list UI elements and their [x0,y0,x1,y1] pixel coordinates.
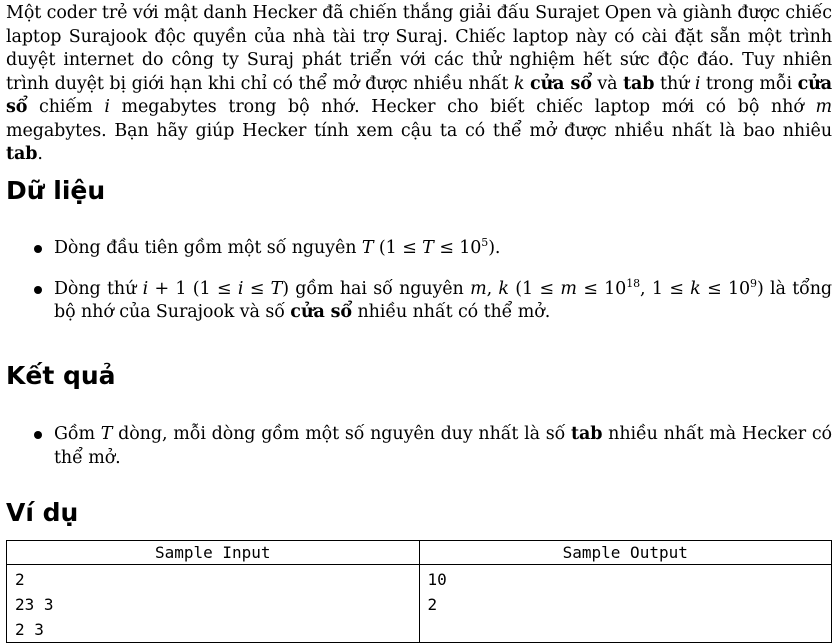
list-text: ≤ [243,278,271,299]
math-variable: T [100,424,113,444]
output-spec-list [6,423,832,470]
bold-term: tab [6,144,38,164]
sample-input-cell [7,565,420,643]
math-variable: m [560,278,577,299]
math-variable: i [104,97,110,117]
sample-input-line: 2 3 [15,620,44,639]
list-text: , [486,278,499,299]
bold-term: tab [623,73,655,94]
output-spec-item [6,423,832,470]
description-text: thứ [654,73,695,94]
list-text: Dòng đầu tiên gồm một số nguyên [54,238,362,258]
list-text: ) là tổng bộ nhớ của Surajook và số [54,278,833,322]
output-heading: Kết quả [6,361,116,390]
list-text: Dòng thứ [54,278,143,299]
problem-description [6,0,832,167]
problem-statement [6,0,833,639]
sample-input-header: Sample Input [7,541,420,565]
math-variable: m [470,278,487,299]
list-text: ≤ 10 [576,278,627,299]
list-text: (1 ≤ [373,238,423,258]
math-variable: T [270,278,283,299]
math-variable: i [142,278,149,299]
math-variable: T [422,238,434,258]
math-variable: m [815,97,832,117]
description-text: Một coder trẻ với mật danh Hecker đã chiến thắng giải đấu Surajet Open và giành được chiếc laptop Surajook độc quyền của nhà tài trợ Suraj. Chiếc laptop này có cài đặt sẵn một trình duyệt internet do công ty Suraj phát triển với các thử nghiệm hết sức độc đáo. Tuy nhiên trình duyệt bị giới hạn khi chỉ có thể mở được nhiều nhất [6,3,832,94]
sample-input-line: 2 [15,570,25,589]
description-text: megabytes. Bạn hãy giúp Hecker tính xem cậu ta có thể mở được nhiều nhất là bao nhiêu [6,120,832,141]
exponent: 5 [481,236,489,250]
description-text: megabytes trong bộ nhớ. Hecker cho biết chiếc laptop mới có bộ nhớ [109,97,816,117]
exponent: 18 [626,276,641,290]
input-spec-item [6,237,832,261]
sample-input-line: 23 3 [15,595,54,614]
bold-term: tab [571,424,603,444]
description-text: chiếm [27,97,105,117]
input-spec-list [6,237,832,325]
list-text: ≤ 10 [700,278,751,299]
math-variable: i [237,278,244,299]
list-text: , 1 ≤ [640,278,691,299]
sample-header-row [7,541,832,565]
description-text: trong mỗi [700,73,798,94]
bold-term: cửa sổ [6,73,832,117]
sample-table [6,540,832,643]
math-variable: k [513,73,525,94]
exponent: 9 [750,276,757,290]
bullet-icon [34,245,42,253]
sample-body-row [7,565,832,643]
bullet-icon [34,286,42,294]
math-variable: k [498,278,509,299]
list-text: + 1 (1 ≤ [148,278,238,299]
example-heading: Ví dụ [6,498,79,527]
list-text: (1 ≤ [508,278,561,299]
sample-output-cell [419,565,832,643]
list-text: ≤ 10 [433,238,482,258]
list-text: ) gồm hai số nguyên [282,278,471,299]
sample-output-line: 2 [427,595,438,614]
math-variable: T [361,238,374,258]
description-text: . [37,144,43,164]
bold-term: cửa sổ [290,302,353,322]
description-text: và [591,73,624,94]
math-variable: k [690,278,701,299]
input-heading: Dữ liệu [6,176,106,205]
list-text: nhiều nhất có thể mở. [352,302,551,322]
list-text: ). [488,238,501,258]
list-text: Gồm [54,424,101,444]
bullet-icon [34,431,42,439]
sample-output-header: Sample Output [419,541,832,565]
input-spec-item [6,278,832,325]
bold-term: cửa sổ [529,73,592,94]
list-text: nhiều nhất mà Hecker có thể mở. [54,424,832,468]
sample-output-line: 10 [427,570,447,589]
list-text: dòng, mỗi dòng gồm một số nguyên duy nhất là số [112,424,571,444]
math-variable: i [694,73,701,94]
